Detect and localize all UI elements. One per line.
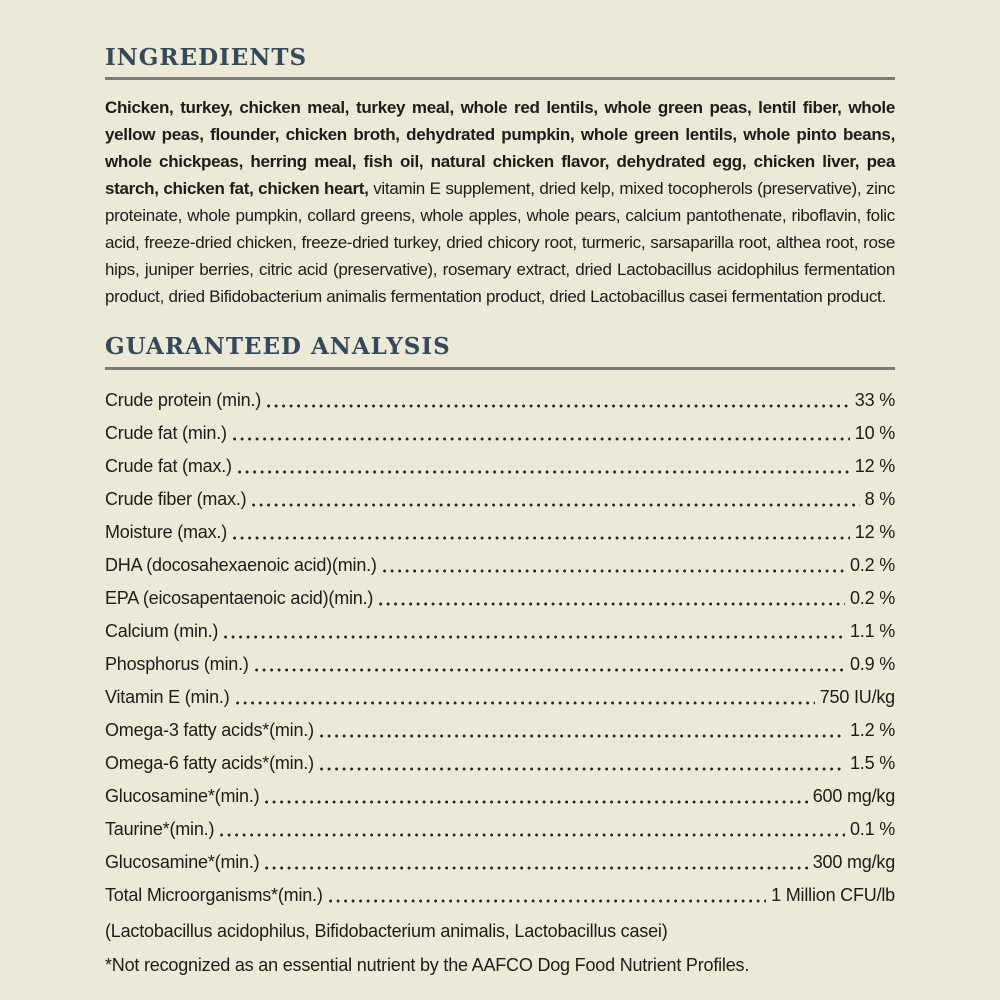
row-value: 600 mg/kg xyxy=(812,785,895,806)
row-label: EPA (eicosapentaenoic acid)(min.) xyxy=(105,587,374,608)
dot-leader xyxy=(379,602,845,606)
ingredients-secondary-list: vitamin E supplement, dried kelp, mixed tocopherols (preservative), zinc proteinate, whole pumpkin, collard greens, whole apples, whole pears, calcium pantothenate, riboflavin, folic acid, freeze-dried chicken, freeze-dried turkey, dried chicory root, turmeric, sarsaparilla root, althea root, rose hips, juniper berries, citric acid (preservative), rosemary extract, dried Lactobacillus acidophilus fermentation product, dried Bifidobacterium animalis fermentation product, dried Lactobacillus casei fermentation product. xyxy=(105,179,895,307)
table-row xyxy=(105,582,895,615)
aafco-footnote: *Not recognized as an essential nutrient by the AAFCO Dog Food Nutrient Profiles. xyxy=(105,954,750,975)
row-value: 1.2 % xyxy=(849,719,895,740)
guaranteed-analysis-heading: GUARANTEED ANALYSIS xyxy=(105,333,451,361)
analysis-table xyxy=(105,384,895,912)
row-value: 1.1 % xyxy=(849,620,895,641)
row-label: Crude fiber (max.) xyxy=(105,488,247,509)
row-label: DHA (docosahexaenoic acid)(min.) xyxy=(105,554,377,575)
row-label: Phosphorus (min.) xyxy=(105,653,249,674)
row-label: Crude fat (max.) xyxy=(105,455,232,476)
guaranteed-analysis-section xyxy=(105,334,895,979)
row-label: Moisture (max.) xyxy=(105,521,228,542)
dot-leader xyxy=(329,899,767,903)
table-row xyxy=(105,417,895,450)
table-row xyxy=(105,384,895,417)
table-row xyxy=(105,681,895,714)
row-value: 12 % xyxy=(854,455,895,476)
row-value: 0.2 % xyxy=(849,587,895,608)
table-row xyxy=(105,549,895,582)
table-row xyxy=(105,648,895,681)
table-row xyxy=(105,483,895,516)
dot-leader xyxy=(320,767,845,771)
microorganisms-note: (Lactobacillus acidophilus, Bifidobacterium animalis, Lactobacillus casei) xyxy=(105,920,668,941)
row-value: 10 % xyxy=(854,422,895,443)
dot-leader xyxy=(265,866,807,870)
row-value: 300 mg/kg xyxy=(812,851,895,872)
dot-leader xyxy=(383,569,845,573)
row-value: 0.9 % xyxy=(849,653,895,674)
dot-leader xyxy=(233,437,850,441)
row-label: Glucosamine*(min.) xyxy=(105,785,260,806)
dot-leader xyxy=(233,536,850,540)
dot-leader xyxy=(255,668,845,672)
ingredients-heading: INGREDIENTS xyxy=(105,44,308,71)
dot-leader xyxy=(236,701,815,705)
ingredients-text xyxy=(105,94,895,310)
table-row xyxy=(105,714,895,747)
dot-leader xyxy=(267,404,850,408)
ingredients-section xyxy=(105,45,895,310)
table-row xyxy=(105,813,895,846)
table-row xyxy=(105,879,895,912)
dot-leader xyxy=(224,635,845,639)
table-row xyxy=(105,450,895,483)
row-label: Crude fat (min.) xyxy=(105,422,227,443)
dot-leader xyxy=(265,800,807,804)
row-label: Omega-6 fatty acids*(min.) xyxy=(105,752,314,773)
row-value: 12 % xyxy=(854,521,895,542)
row-label: Taurine*(min.) xyxy=(105,818,215,839)
dot-leader xyxy=(252,503,859,507)
guaranteed-analysis-divider xyxy=(105,367,895,370)
row-value: 1 Million CFU/lb xyxy=(771,884,895,905)
ingredients-primary-list: Chicken, turkey, chicken meal, turkey meal, whole red lentils, whole green peas, lentil fiber, whole yellow peas, flounder, chicken broth, dehydrated pumpkin, whole green lentils, whole pinto beans, whole chickpeas, herring meal, fish oil, natural chicken flavor, dehydrated egg, chicken liver, pea starch, chicken fat, chicken heart, xyxy=(105,98,895,199)
table-row xyxy=(105,516,895,549)
table-row xyxy=(105,747,895,780)
row-label: Vitamin E (min.) xyxy=(105,686,230,707)
dot-leader xyxy=(220,833,845,837)
row-label: Crude protein (min.) xyxy=(105,389,262,410)
dot-leader xyxy=(320,734,845,738)
table-row xyxy=(105,780,895,813)
row-value: 0.1 % xyxy=(849,818,895,839)
row-label: Total Microorganisms*(min.) xyxy=(105,884,323,905)
row-label: Glucosamine*(min.) xyxy=(105,851,260,872)
ingredients-divider xyxy=(105,77,895,80)
row-label: Calcium (min.) xyxy=(105,620,219,641)
table-row xyxy=(105,615,895,648)
row-value: 0.2 % xyxy=(849,554,895,575)
table-row xyxy=(105,846,895,879)
dot-leader xyxy=(238,470,850,474)
row-value: 1.5 % xyxy=(849,752,895,773)
row-value: 750 IU/kg xyxy=(819,686,895,707)
row-value: 33 % xyxy=(854,389,895,410)
row-label: Omega-3 fatty acids*(min.) xyxy=(105,719,314,740)
row-value: 8 % xyxy=(864,488,895,509)
